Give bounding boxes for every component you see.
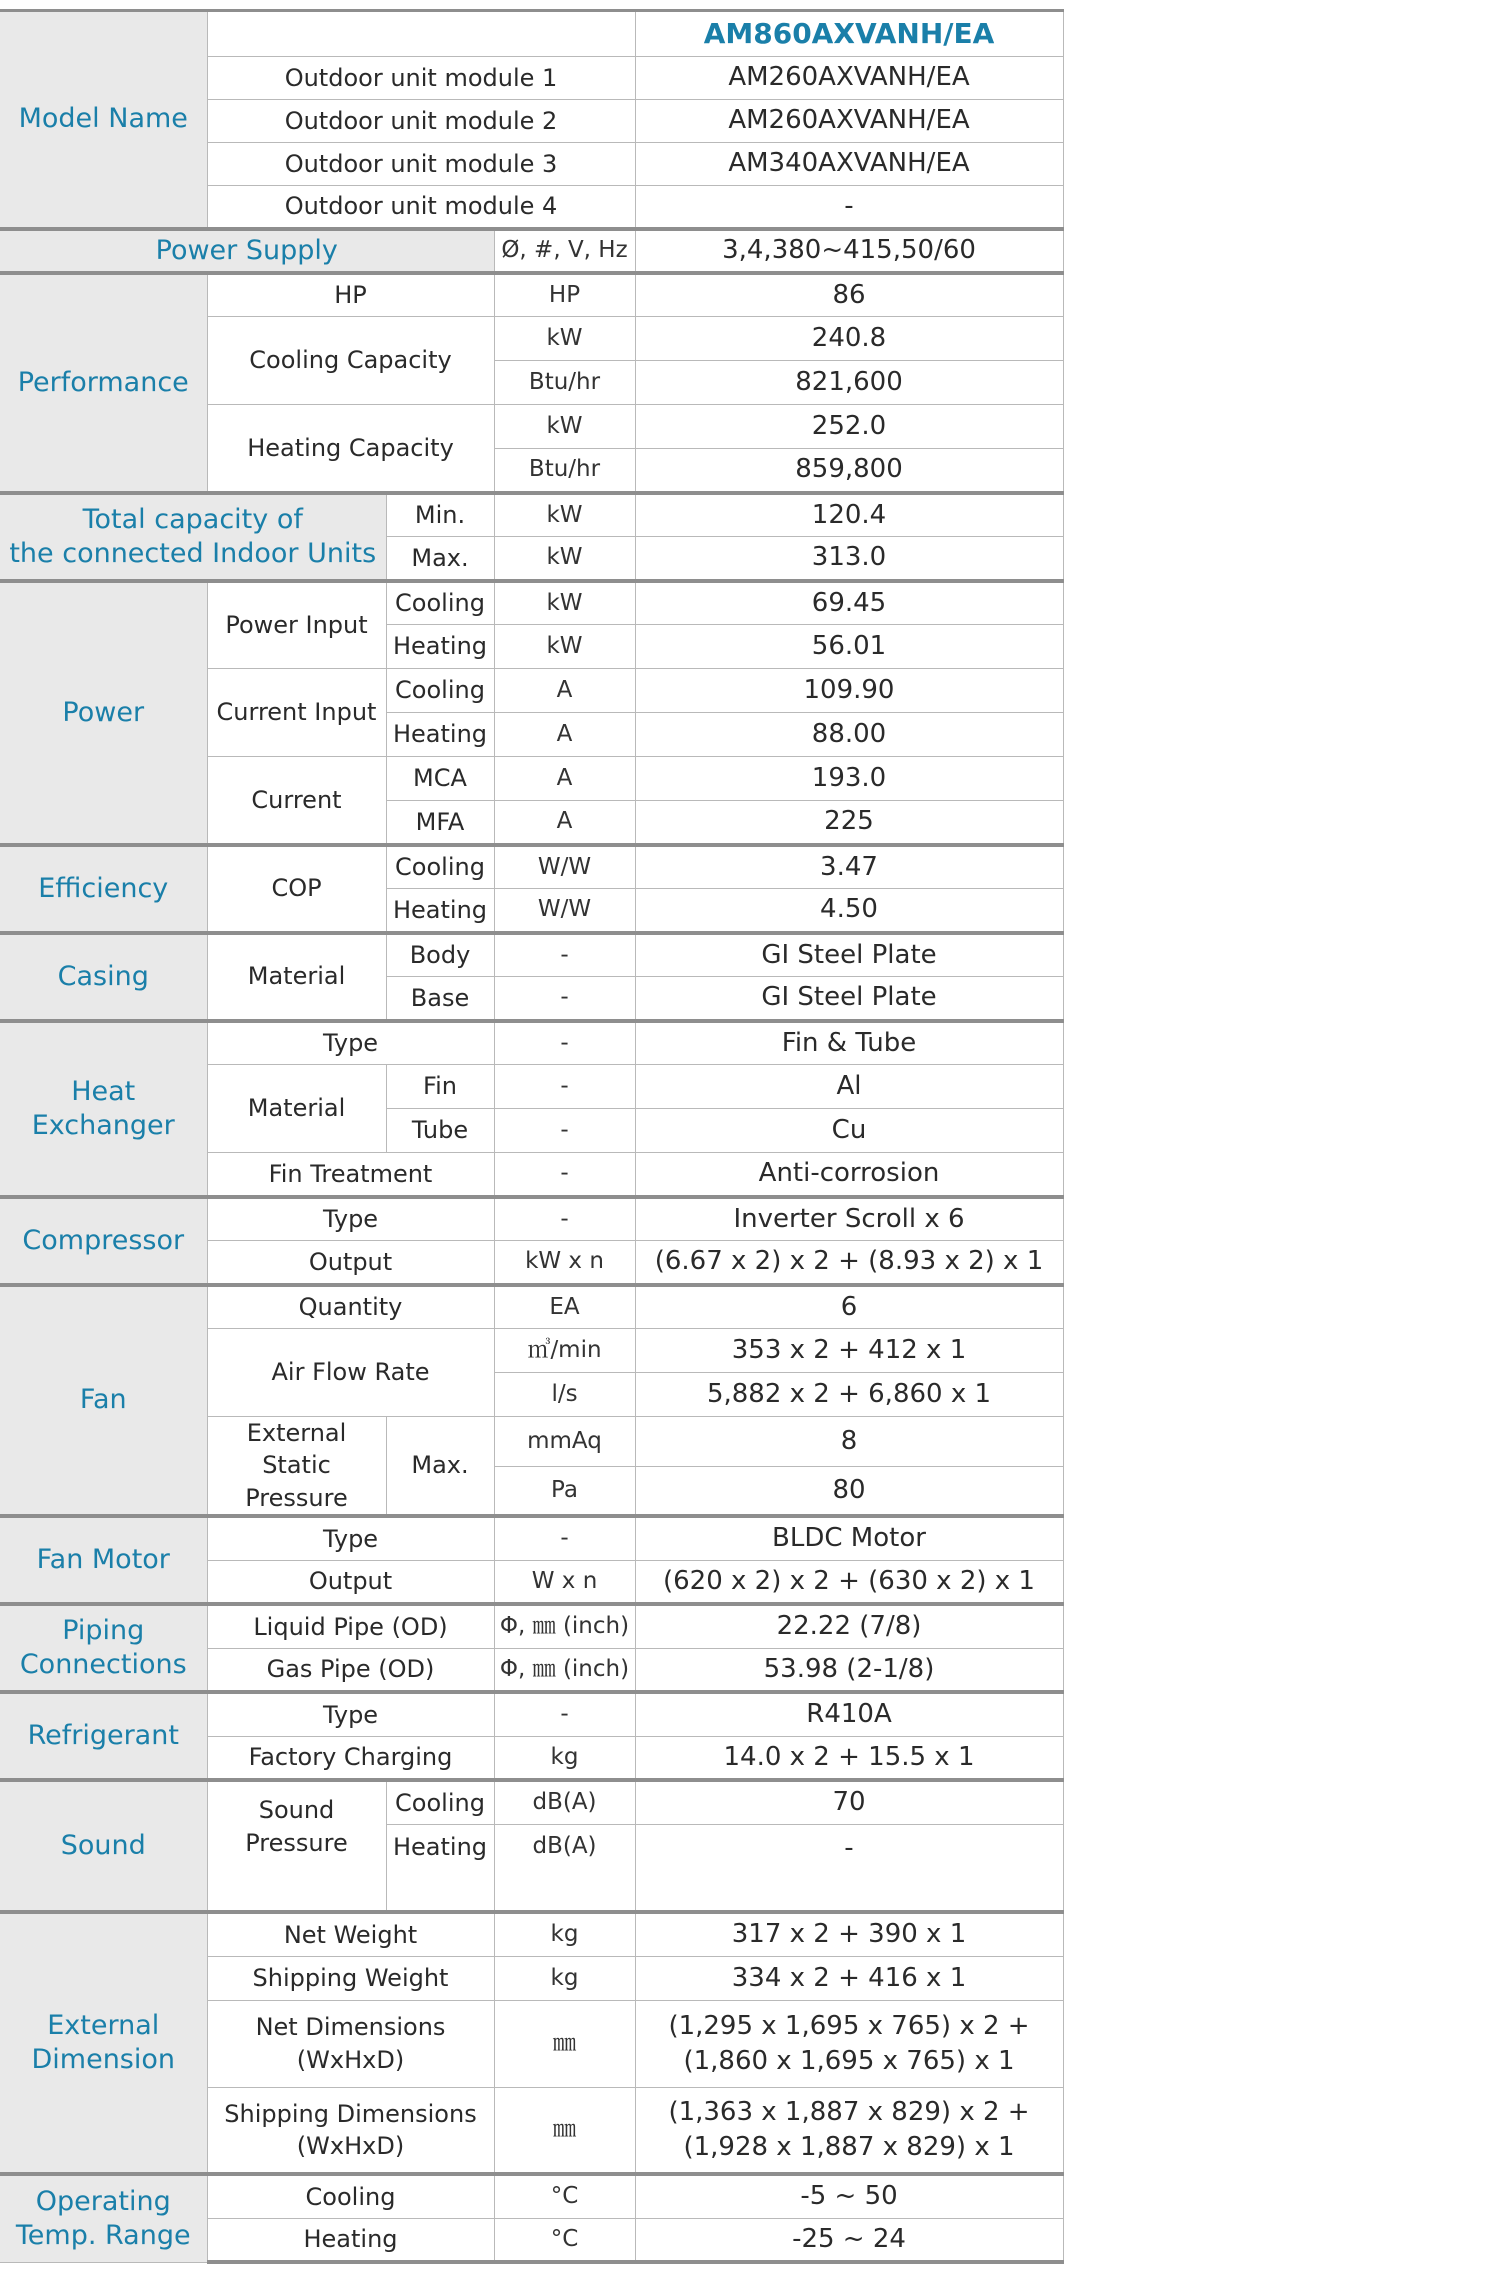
unit-cell: A bbox=[494, 757, 635, 801]
label-cell: Output bbox=[207, 1560, 494, 1604]
value-cell: Fin & Tube bbox=[635, 1021, 1063, 1065]
unit-cell: A bbox=[494, 713, 635, 757]
value-cell bbox=[635, 2000, 1063, 2087]
value-line: (1,363 x 1,887 x 829) x 2 + bbox=[668, 2096, 1030, 2127]
category-efficiency: Efficiency bbox=[0, 845, 207, 933]
unit-cell: l/s bbox=[494, 1373, 635, 1417]
label-cell: Type bbox=[207, 1516, 494, 1560]
label-cell: Min. bbox=[386, 493, 494, 537]
label-cell: Type bbox=[207, 1021, 494, 1065]
unit-cell: W x n bbox=[494, 1560, 635, 1604]
value-cell: 69.45 bbox=[635, 581, 1063, 625]
mode-cell: MCA bbox=[386, 757, 494, 801]
max-cell: Max. bbox=[386, 1417, 494, 1517]
label-cell: Current bbox=[207, 757, 386, 845]
category-line: Dimension bbox=[31, 2044, 176, 2076]
label-cell: Liquid Pipe (OD) bbox=[207, 1604, 494, 1648]
unit-cell: kW bbox=[494, 625, 635, 669]
unit-cell: Ø, #, V, Hz bbox=[494, 229, 635, 273]
label-cell: Factory Charging bbox=[207, 1736, 494, 1780]
unit-cell: - bbox=[494, 933, 635, 977]
unit-cell: - bbox=[494, 1021, 635, 1065]
value-cell: 70 bbox=[635, 1780, 1063, 1824]
unit-cell: dB(A) bbox=[494, 1780, 635, 1824]
category-line: Exchanger bbox=[31, 1109, 175, 1141]
unit-cell: - bbox=[494, 1516, 635, 1560]
value-cell: Cu bbox=[635, 1109, 1063, 1153]
unit-cell: kW bbox=[494, 317, 635, 361]
label-cell: HP bbox=[207, 273, 494, 317]
unit-cell: kg bbox=[494, 1912, 635, 1956]
value-cell: -5 ~ 50 bbox=[635, 2174, 1063, 2218]
label-cell: Material bbox=[207, 933, 386, 1021]
label-cell: Material bbox=[207, 1065, 386, 1153]
value-cell: -25 ~ 24 bbox=[635, 2218, 1063, 2262]
header-blank-cell bbox=[207, 11, 635, 57]
label-cell bbox=[207, 1417, 386, 1517]
label-line: Sound bbox=[258, 1796, 335, 1825]
value-cell: BLDC Motor bbox=[635, 1516, 1063, 1560]
unit-cell: kg bbox=[494, 1956, 635, 2000]
value-cell bbox=[635, 2087, 1063, 2174]
category-fan-motor: Fan Motor bbox=[0, 1516, 207, 1604]
table-row bbox=[0, 1197, 1063, 1241]
table-row bbox=[0, 933, 1063, 977]
label-cell: Net Weight bbox=[207, 1912, 494, 1956]
value-cell: 3,4,380~415,50/60 bbox=[635, 229, 1063, 273]
label-cell: Output bbox=[207, 1241, 494, 1285]
category-line: the connected Indoor Units bbox=[9, 537, 377, 569]
value-cell: R410A bbox=[635, 1692, 1063, 1736]
part-cell: Base bbox=[386, 977, 494, 1021]
value-cell: 6 bbox=[635, 1285, 1063, 1329]
unit-cell: kW bbox=[494, 581, 635, 625]
table-row bbox=[0, 229, 1063, 273]
unit-cell: Btu/hr bbox=[494, 449, 635, 493]
value-cell: 109.90 bbox=[635, 669, 1063, 713]
category-line: Connections bbox=[19, 1649, 187, 1681]
value-cell: GI Steel Plate bbox=[635, 977, 1063, 1021]
mode-cell: Cooling bbox=[386, 845, 494, 889]
module-value: AM260AXVANH/EA bbox=[635, 57, 1063, 100]
category-compressor: Compressor bbox=[0, 1197, 207, 1285]
label-cell bbox=[207, 2000, 494, 2087]
value-cell: 313.0 bbox=[635, 537, 1063, 581]
table-row bbox=[0, 845, 1063, 889]
unit-cell: ㎥/min bbox=[494, 1329, 635, 1373]
value-cell: 8 bbox=[635, 1417, 1063, 1467]
unit-cell: ㎜ bbox=[494, 2000, 635, 2087]
value-cell: (6.67 x 2) x 2 + (8.93 x 2) x 1 bbox=[635, 1241, 1063, 1285]
value-cell: 53.98 (2-1/8) bbox=[635, 1648, 1063, 1692]
unit-cell: - bbox=[494, 1109, 635, 1153]
value-cell: 5,882 x 2 + 6,860 x 1 bbox=[635, 1373, 1063, 1417]
value-cell: 252.0 bbox=[635, 405, 1063, 449]
category-external-dimension bbox=[0, 1912, 207, 2174]
label-cell: Cooling bbox=[207, 2174, 494, 2218]
label-cell: Current Input bbox=[207, 669, 386, 757]
table-row bbox=[0, 1285, 1063, 1329]
module-label: Outdoor unit module 3 bbox=[207, 143, 635, 186]
unit-cell: - bbox=[494, 1692, 635, 1736]
category-line: Operating bbox=[35, 2186, 171, 2218]
label-cell: Air Flow Rate bbox=[207, 1329, 494, 1417]
category-model-name: Model Name bbox=[0, 11, 207, 229]
module-label: Outdoor unit module 4 bbox=[207, 186, 635, 229]
value-cell: 22.22 (7/8) bbox=[635, 1604, 1063, 1648]
label-cell: Gas Pipe (OD) bbox=[207, 1648, 494, 1692]
unit-cell: kW x n bbox=[494, 1241, 635, 1285]
part-cell: Body bbox=[386, 933, 494, 977]
mode-cell: MFA bbox=[386, 801, 494, 845]
value-line: (1,860 x 1,695 x 765) x 1 bbox=[683, 2045, 1015, 2076]
label-cell: Quantity bbox=[207, 1285, 494, 1329]
unit-cell: mmAq bbox=[494, 1417, 635, 1467]
table-row bbox=[0, 1604, 1063, 1648]
unit-cell: Pa bbox=[494, 1466, 635, 1516]
value-cell: GI Steel Plate bbox=[635, 933, 1063, 977]
category-sound: Sound bbox=[0, 1780, 207, 1912]
part-cell: Tube bbox=[386, 1109, 494, 1153]
value-cell: 86 bbox=[635, 273, 1063, 317]
mode-cell: Cooling bbox=[386, 581, 494, 625]
table-row bbox=[0, 273, 1063, 317]
value-cell: 240.8 bbox=[635, 317, 1063, 361]
category-heat-exchanger bbox=[0, 1021, 207, 1197]
label-line: (WxHxD) bbox=[296, 2131, 405, 2160]
mode-cell: Heating bbox=[386, 713, 494, 757]
unit-cell: kg bbox=[494, 1736, 635, 1780]
label-line: External Static bbox=[246, 1419, 347, 1480]
value-cell: - bbox=[635, 1824, 1063, 1912]
value-cell: 225 bbox=[635, 801, 1063, 845]
value-cell: 120.4 bbox=[635, 493, 1063, 537]
unit-cell: A bbox=[494, 801, 635, 845]
mode-cell: Heating bbox=[386, 889, 494, 933]
module-value: - bbox=[635, 186, 1063, 229]
value-cell: 4.50 bbox=[635, 889, 1063, 933]
category-power: Power bbox=[0, 581, 207, 845]
module-value: AM260AXVANH/EA bbox=[635, 100, 1063, 143]
category-performance: Performance bbox=[0, 273, 207, 493]
category-line: Piping bbox=[62, 1615, 145, 1647]
value-cell: 193.0 bbox=[635, 757, 1063, 801]
label-cell: Heating bbox=[207, 2218, 494, 2262]
label-cell: Max. bbox=[386, 537, 494, 581]
table-row bbox=[0, 1021, 1063, 1065]
value-cell: (620 x 2) x 2 + (630 x 2) x 1 bbox=[635, 1560, 1063, 1604]
value-cell: Anti-corrosion bbox=[635, 1153, 1063, 1197]
value-line: (1,295 x 1,695 x 765) x 2 + bbox=[668, 2010, 1030, 2041]
label-cell: Shipping Weight bbox=[207, 1956, 494, 2000]
label-cell: Heating Capacity bbox=[207, 405, 494, 493]
category-refrigerant: Refrigerant bbox=[0, 1692, 207, 1780]
table-row bbox=[0, 1780, 1063, 1824]
unit-cell: ㎜ bbox=[494, 2087, 635, 2174]
mode-cell: Cooling bbox=[386, 669, 494, 713]
label-line: Pressure bbox=[245, 1828, 348, 1857]
label-line: Shipping Dimensions bbox=[224, 2099, 477, 2128]
category-power-supply: Power Supply bbox=[0, 229, 494, 273]
category-line: External bbox=[47, 2010, 160, 2042]
unit-cell: kW bbox=[494, 537, 635, 581]
value-cell: 80 bbox=[635, 1466, 1063, 1516]
label-cell: Fin Treatment bbox=[207, 1153, 494, 1197]
table-row bbox=[0, 1912, 1063, 1956]
unit-cell: kW bbox=[494, 405, 635, 449]
table-row bbox=[0, 581, 1063, 625]
unit-cell: EA bbox=[494, 1285, 635, 1329]
value-cell: Al bbox=[635, 1065, 1063, 1109]
model-header-row bbox=[0, 11, 1063, 57]
unit-cell: - bbox=[494, 977, 635, 1021]
value-cell: 14.0 x 2 + 15.5 x 1 bbox=[635, 1736, 1063, 1780]
table-row bbox=[0, 493, 1063, 537]
value-cell: 56.01 bbox=[635, 625, 1063, 669]
unit-cell: - bbox=[494, 1065, 635, 1109]
unit-cell: A bbox=[494, 669, 635, 713]
value-cell: 334 x 2 + 416 x 1 bbox=[635, 1956, 1063, 2000]
label-line: Net Dimensions bbox=[255, 2013, 446, 2042]
module-label: Outdoor unit module 1 bbox=[207, 57, 635, 100]
mode-cell: Cooling bbox=[386, 1780, 494, 1824]
unit-cell: W/W bbox=[494, 889, 635, 933]
category-operating-temp-range bbox=[0, 2174, 207, 2262]
module-value: AM340AXVANH/EA bbox=[635, 143, 1063, 186]
unit-cell: W/W bbox=[494, 845, 635, 889]
table-row bbox=[0, 1516, 1063, 1560]
value-cell: 353 x 2 + 412 x 1 bbox=[635, 1329, 1063, 1373]
mode-cell: Heating bbox=[386, 1824, 494, 1912]
value-cell: 859,800 bbox=[635, 449, 1063, 493]
value-line: (1,928 x 1,887 x 829) x 1 bbox=[683, 2131, 1015, 2162]
category-line: Temp. Range bbox=[15, 2219, 191, 2251]
value-cell: 3.47 bbox=[635, 845, 1063, 889]
category-fan: Fan bbox=[0, 1285, 207, 1517]
table-row bbox=[0, 2174, 1063, 2218]
label-cell: Type bbox=[207, 1692, 494, 1736]
label-line: (WxHxD) bbox=[296, 2045, 405, 2074]
value-cell: Inverter Scroll x 6 bbox=[635, 1197, 1063, 1241]
unit-cell: HP bbox=[494, 273, 635, 317]
label-cell: COP bbox=[207, 845, 386, 933]
unit-cell: - bbox=[494, 1197, 635, 1241]
value-cell: 317 x 2 + 390 x 1 bbox=[635, 1912, 1063, 1956]
value-cell: 88.00 bbox=[635, 713, 1063, 757]
specification-table bbox=[0, 9, 1064, 2264]
label-cell bbox=[207, 2087, 494, 2174]
unit-cell: kW bbox=[494, 493, 635, 537]
value-cell: 821,600 bbox=[635, 361, 1063, 405]
unit-cell: - bbox=[494, 1153, 635, 1197]
mode-cell: Heating bbox=[386, 625, 494, 669]
category-piping-connections bbox=[0, 1604, 207, 1692]
unit-cell: Φ, ㎜ (inch) bbox=[494, 1648, 635, 1692]
unit-cell: °C bbox=[494, 2174, 635, 2218]
label-cell: Power Input bbox=[207, 581, 386, 669]
category-line: Total capacity of bbox=[82, 503, 303, 535]
label-cell: Type bbox=[207, 1197, 494, 1241]
label-line: Pressure bbox=[245, 1483, 348, 1512]
label-cell: Cooling Capacity bbox=[207, 317, 494, 405]
unit-cell: dB(A) bbox=[494, 1824, 635, 1912]
unit-cell: Btu/hr bbox=[494, 361, 635, 405]
unit-cell: °C bbox=[494, 2218, 635, 2262]
table-row bbox=[0, 1692, 1063, 1736]
category-line: Heat bbox=[71, 1075, 136, 1107]
label-cell bbox=[207, 1780, 386, 1912]
module-label: Outdoor unit module 2 bbox=[207, 100, 635, 143]
model-number-header: AM860AXVANH/EA bbox=[635, 11, 1063, 57]
category-casing: Casing bbox=[0, 933, 207, 1021]
part-cell: Fin bbox=[386, 1065, 494, 1109]
category-total-capacity bbox=[0, 493, 386, 581]
unit-cell: Φ, ㎜ (inch) bbox=[494, 1604, 635, 1648]
